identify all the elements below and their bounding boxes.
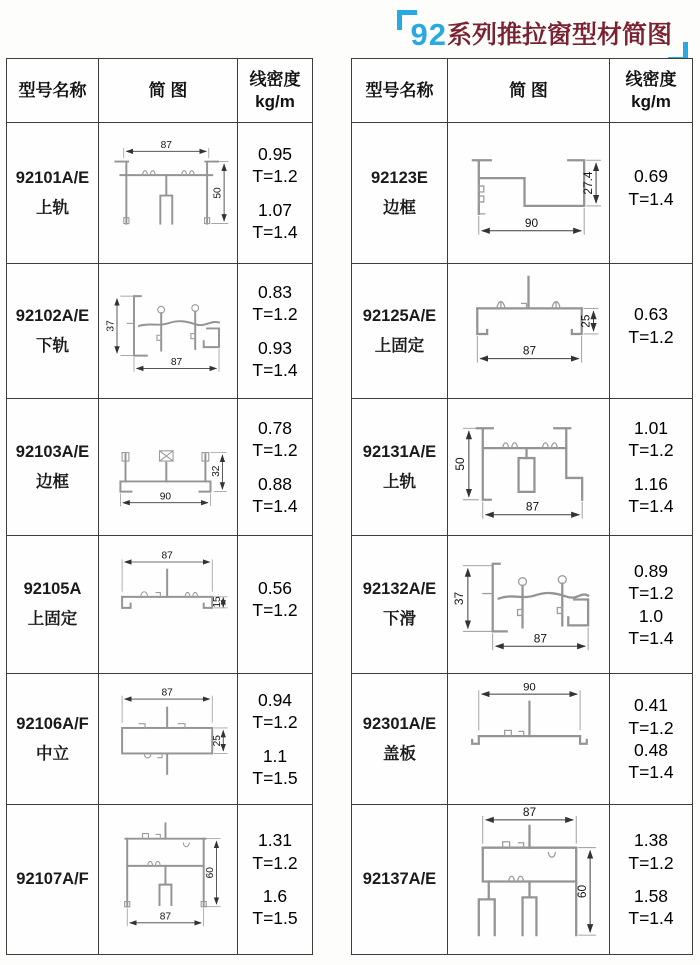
header-density [609,58,692,122]
model-cell [6,535,98,673]
density-value: 1.58 [633,886,669,906]
model-cell [6,673,98,804]
dim-label: 90 [159,491,172,503]
header-diagram: 简 图 [98,58,237,122]
model-cell [351,673,447,804]
density-cell [609,398,692,535]
density-value: 0.83 [257,281,293,302]
diagram-cell [98,804,237,954]
dim-label: 37 [105,320,117,332]
diagram-cell [447,263,609,398]
density-thickness: T=1.5 [252,767,298,788]
profile-table-right [351,58,693,955]
density-cell [609,122,692,263]
diagram-cell [98,673,237,804]
header-density-line1: 线密度 [249,70,301,90]
density-cell [609,673,692,804]
density-value: 0.89 [633,560,669,581]
dim-label: 87 [533,631,548,646]
model-name: 上轨 [36,198,69,217]
header-density [237,58,312,122]
density-cell [237,673,312,804]
profile-diagram-92103 [100,400,236,534]
header-density-line2: kg/m [631,91,671,111]
density-value: 0.88 [257,473,293,494]
profile-diagram-92137 [449,806,608,953]
density-thickness: T=1.2 [252,600,298,620]
model-number: 92301A/E [362,714,437,733]
density-value: 1.6 [262,886,288,906]
dim-label: 90 [523,681,536,694]
model-name: 上轨 [383,472,416,491]
density-thickness: T=1.4 [628,762,674,783]
density-thickness: T=1.2 [628,852,674,873]
density-value: 1.01 [633,417,669,438]
density-value: 1.38 [633,830,669,851]
model-number: 92106A/F [16,714,89,733]
density-value: 0.95 [257,143,293,164]
model-cell [351,398,447,535]
page-title [397,10,689,62]
model-number: 92123E [371,168,428,187]
density-thickness: T=1.2 [628,440,674,461]
model-number: 92103A/E [15,442,90,461]
title-series-number: 92 [410,17,447,52]
dim-label: 87 [522,806,537,819]
model-cell [6,263,98,398]
density-thickness: T=1.2 [628,326,674,347]
density-cell [609,263,692,398]
density-thickness: T=1.2 [252,440,298,461]
title-bracket-left-icon [397,10,417,30]
density-value: 0.93 [257,337,293,358]
density-value: 0.48 [633,740,669,760]
density-value: 1.0 [638,605,664,626]
profile-diagram-92125 [449,265,608,397]
density-value: 0.78 [257,417,293,438]
model-cell [6,398,98,535]
diagram-cell [447,535,609,673]
dim-label: 32 [211,465,222,477]
dim-label: 25 [578,314,593,328]
density-cell [237,804,312,954]
dim-label: 27.4 [581,171,596,195]
model-name: 中立 [36,744,69,763]
dim-label: 87 [161,550,173,562]
model-cell [6,804,98,954]
density-value: 0.69 [633,166,669,187]
profile-diagram-92107 [100,806,236,953]
profile-diagram-92301 [449,675,608,803]
density-thickness: T=1.4 [252,221,298,242]
diagram-cell [98,398,237,535]
density-value: 0.63 [633,304,669,325]
profile-table-left [6,58,313,955]
density-value: 1.31 [257,830,293,851]
density-thickness: T=1.4 [252,359,298,380]
profile-diagram-92131 [449,400,608,534]
model-name: 边框 [36,472,69,491]
model-cell [351,804,447,954]
density-thickness: T=1.2 [252,166,298,187]
density-value: 0.41 [633,695,669,716]
dim-label: 50 [452,457,467,471]
dim-label: 15 [211,596,223,608]
diagram-cell [98,263,237,398]
model-cell [6,122,98,263]
density-value: 1.1 [262,745,288,766]
dim-label: 37 [451,591,466,606]
model-number: 92132A/E [362,580,437,598]
profile-diagram-92105 [100,537,236,672]
profile-diagram-92123 [449,124,608,262]
profile-diagram-92132 [449,537,608,672]
profile-diagram-92102 [100,265,236,397]
model-number: 92105A [23,580,82,598]
dim-label: 90 [524,215,539,230]
dim-label: 87 [159,911,172,923]
diagram-cell [447,398,609,535]
dim-label: 87 [525,499,540,514]
model-name: 边框 [383,198,416,217]
density-thickness: T=1.5 [252,908,298,929]
density-value: 1.07 [257,199,293,220]
dim-label: 60 [575,884,590,899]
model-number: 92131A/E [362,442,437,461]
density-thickness: T=1.4 [628,908,674,929]
density-thickness: T=1.4 [628,495,674,516]
diagram-cell [98,535,237,673]
model-cell [351,122,447,263]
diagram-cell [98,122,237,263]
density-cell [237,398,312,535]
density-cell [609,804,692,954]
model-number: 92102A/E [15,306,90,325]
density-value: 0.94 [257,689,293,710]
model-name: 上固定 [374,336,425,355]
diagram-cell [447,122,609,263]
header-diagram: 简 图 [447,58,609,122]
diagram-cell [447,804,609,954]
density-cell [237,535,312,673]
model-number: 92101A/E [15,168,90,187]
density-cell [237,122,312,263]
model-name: 盖板 [383,744,416,763]
density-thickness: T=1.4 [628,188,674,209]
dim-label: 87 [522,343,537,358]
density-cell [609,535,692,673]
model-number: 92125A/E [362,306,437,325]
model-cell [351,263,447,398]
dim-label: 50 [212,187,224,199]
dim-label: 25 [211,735,223,747]
density-thickness: T=1.2 [252,304,298,325]
profile-diagram-92101 [100,124,236,262]
model-name: 下滑 [383,610,416,628]
model-number: 92107A/F [16,870,89,888]
dim-label: 87 [161,687,173,699]
header-density-line2: kg/m [255,91,295,111]
diagram-cell [447,673,609,804]
profile-diagram-92106 [100,675,236,803]
header-model: 型号名称 [6,58,98,122]
density-thickness: T=1.4 [252,495,298,516]
density-value: 0.56 [257,577,293,598]
dim-label: 60 [205,867,217,879]
density-thickness: T=1.2 [628,717,674,738]
density-value: 1.16 [633,473,669,494]
model-cell [351,535,447,673]
density-thickness: T=1.2 [252,852,298,873]
model-number: 92137A/E [362,870,437,888]
model-name: 下轨 [36,336,69,355]
title-text: 系列推拉窗型材简图 [446,21,672,49]
dim-label: 87 [170,357,183,368]
header-model: 型号名称 [351,58,447,122]
header-density-line1: 线密度 [625,70,677,90]
density-thickness: T=1.2 [252,712,298,733]
tables-container [6,58,693,955]
density-cell [237,263,312,398]
density-thickness: T=1.2 [628,583,674,604]
model-name: 上固定 [27,610,78,628]
density-thickness: T=1.4 [628,627,674,648]
dim-label: 87 [160,139,172,151]
